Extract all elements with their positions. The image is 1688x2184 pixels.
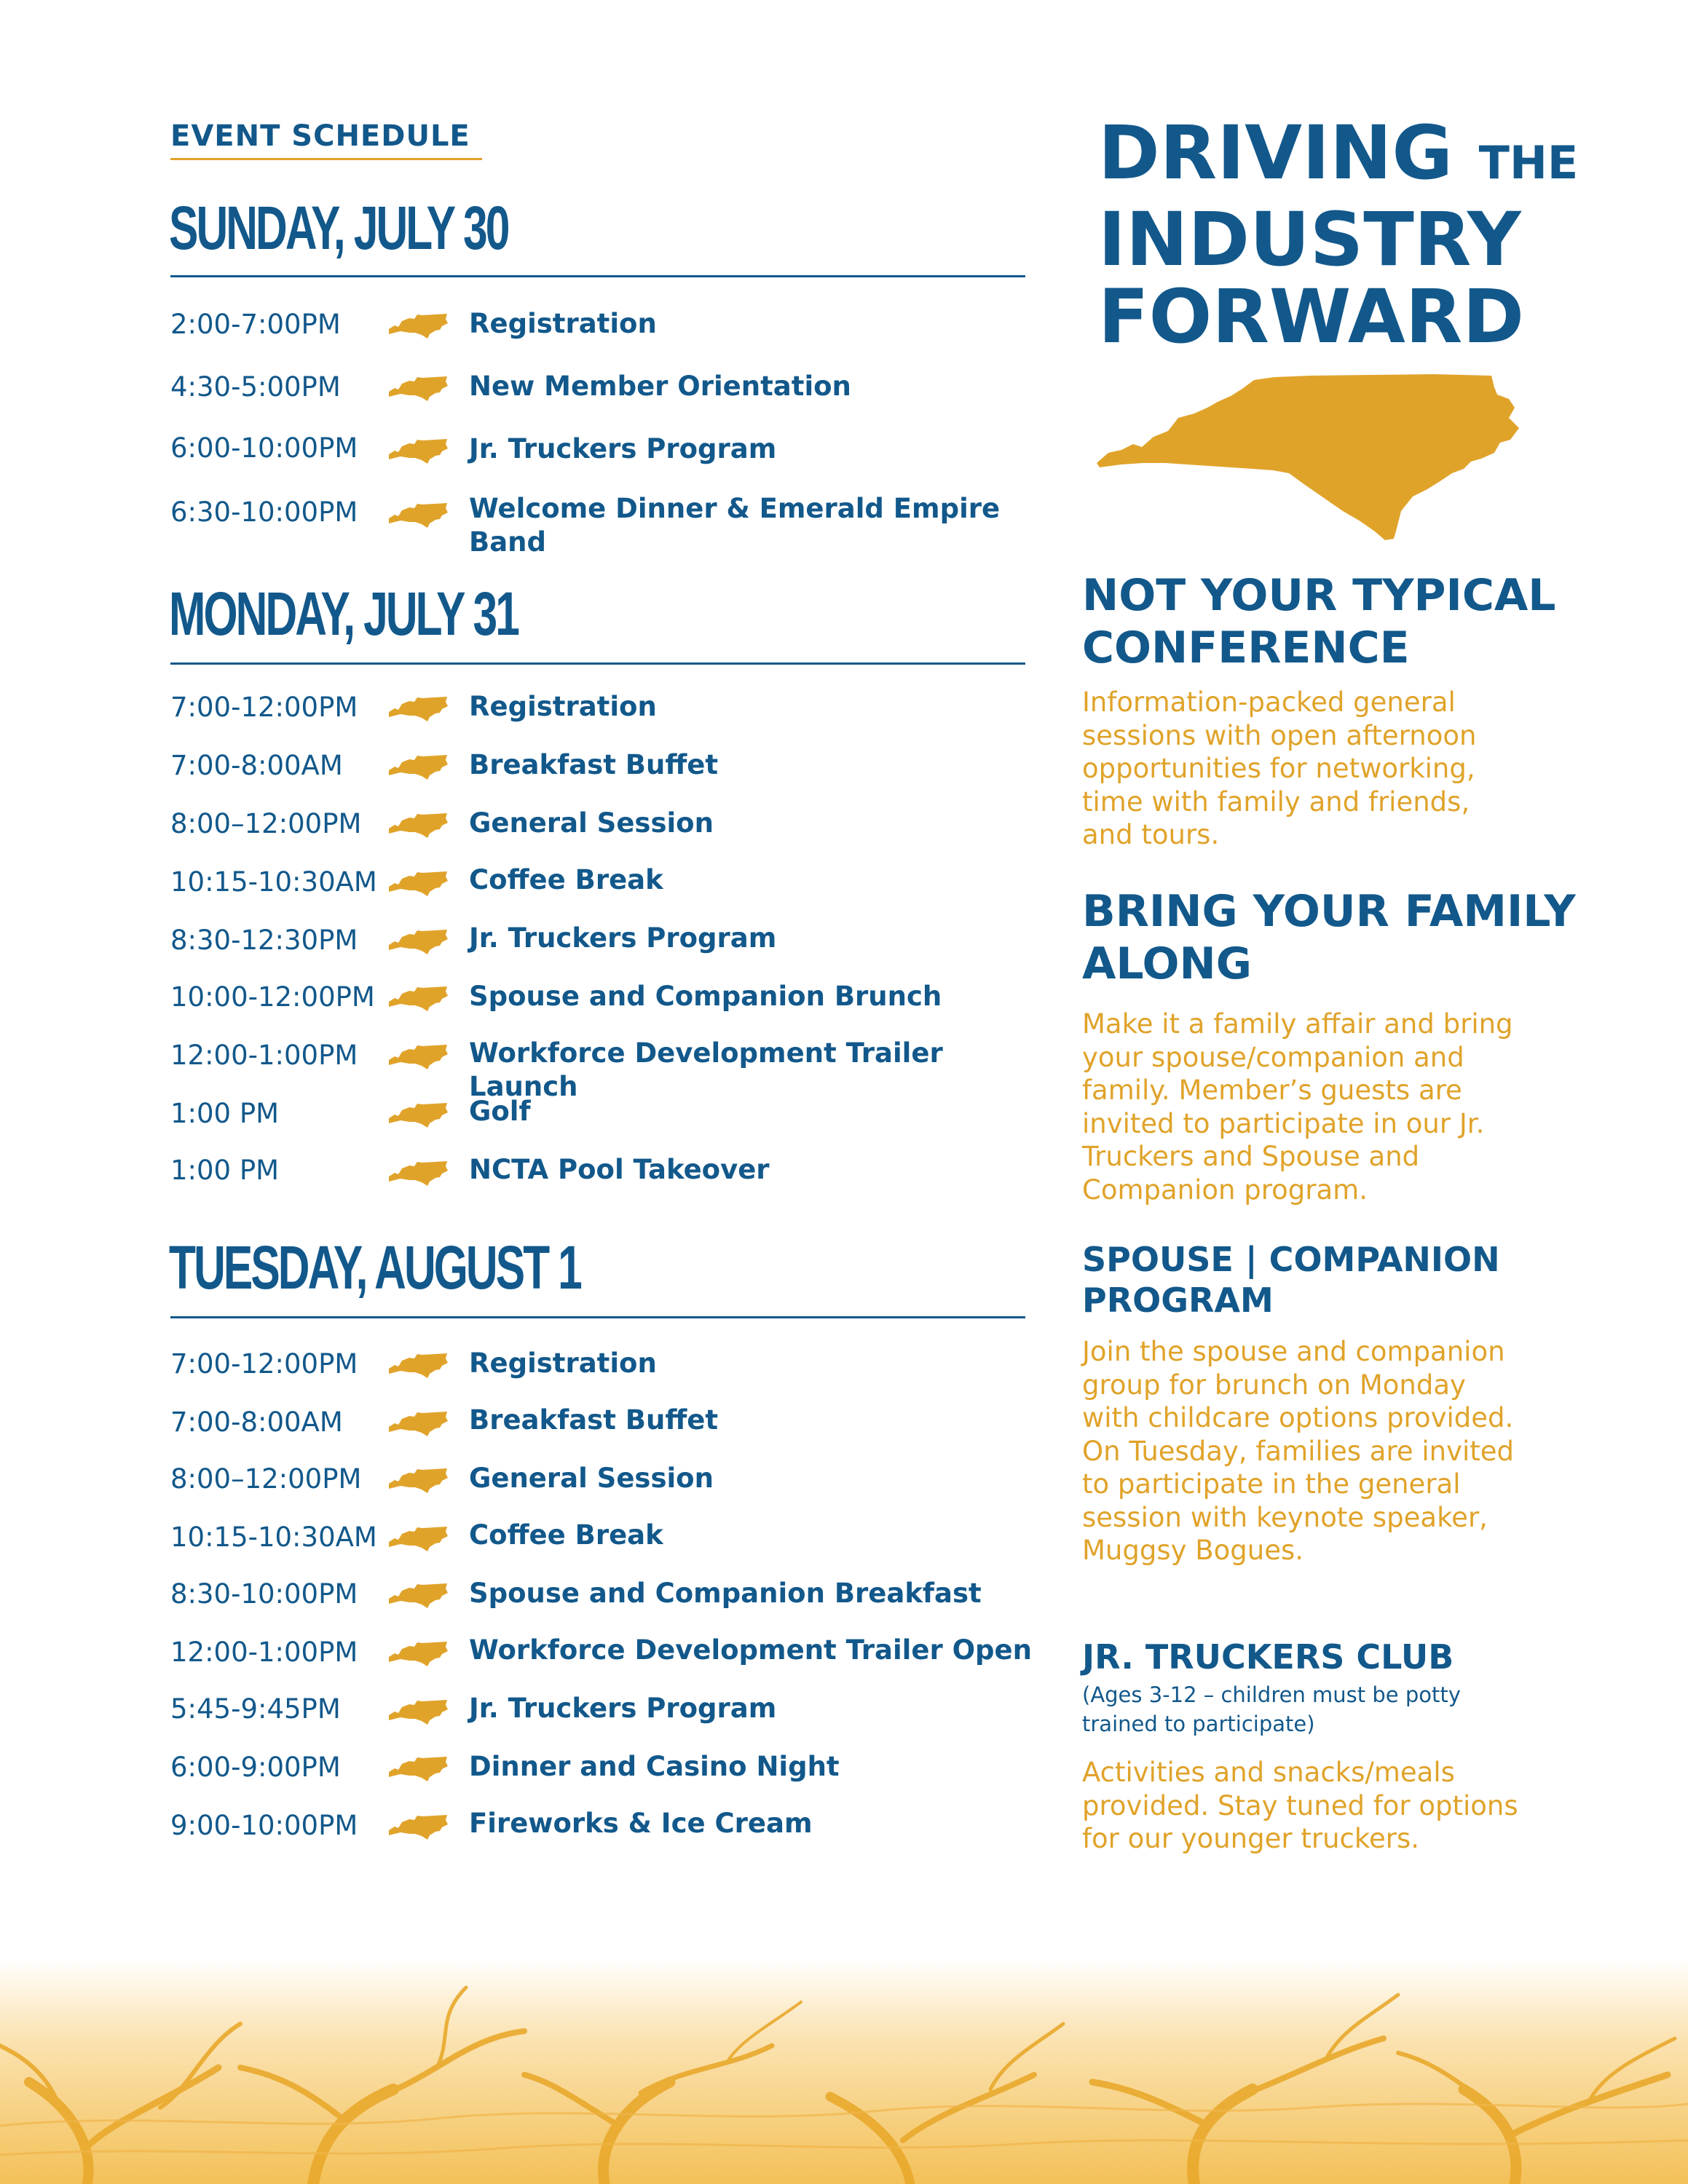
nc-state-icon xyxy=(387,1408,449,1437)
event-name: Breakfast Buffet xyxy=(469,749,719,780)
event-time: 7:00-8:00AM xyxy=(170,750,343,781)
event-name: Coffee Break xyxy=(469,864,663,895)
event-name: Golf xyxy=(469,1096,531,1127)
family-body: Make it a family affair and bring your spouse/companion and family. Member’s guests are invited to participate in our Jr. Truckers and Spouse and Companion program. xyxy=(1082,1008,1513,1206)
schedule-heading-underline xyxy=(170,158,482,160)
event-time: 7:00-8:00AM xyxy=(170,1406,343,1438)
hero-line-1: DRIVING xyxy=(1098,110,1454,197)
event-name: Fireworks & Ice Cream xyxy=(469,1808,813,1839)
event-time: 5:45-9:45PM xyxy=(170,1693,341,1725)
hero-title xyxy=(1098,110,1666,360)
nc-state-icon xyxy=(387,1811,449,1840)
event-time: 10:15-10:30AM xyxy=(170,1522,377,1553)
event-time: 4:30-5:00PM xyxy=(170,371,341,403)
event-time: 2:00-7:00PM xyxy=(170,309,341,340)
hero-line-2: INDUSTRY xyxy=(1098,197,1521,283)
event-name: Dinner and Casino Night xyxy=(469,1751,840,1782)
jr-truckers-body: Activities and snacks/meals provided. Stay tuned for options for our younger truckers. xyxy=(1082,1757,1518,1854)
event-time: 6:30-10:00PM xyxy=(170,496,358,528)
nc-state-icon xyxy=(387,693,449,722)
oak-trees-illustration xyxy=(0,1958,1688,2184)
event-time: 6:00-10:00PM xyxy=(170,432,358,464)
nc-state-icon xyxy=(387,1041,449,1070)
event-name: Jr. Truckers Program xyxy=(469,433,777,464)
hero-line-3: FORWARD xyxy=(1098,274,1525,360)
event-name: Registration xyxy=(469,308,657,339)
event-time: 6:00-9:00PM xyxy=(170,1752,341,1783)
nc-state-icon xyxy=(387,868,449,897)
nc-state-icon xyxy=(387,810,449,839)
event-time: 8:30-10:00PM xyxy=(170,1578,358,1610)
day-divider xyxy=(170,275,1025,277)
event-name: General Session xyxy=(469,1463,714,1494)
nc-state-icon xyxy=(387,435,449,464)
event-name: Welcome Dinner & Emerald Empire Band xyxy=(469,493,1001,558)
event-name: Jr. Truckers Program xyxy=(469,922,777,954)
nc-state-icon xyxy=(387,310,449,339)
hero-line-1-small: THE xyxy=(1478,136,1579,189)
not-typical-body: Information-packed general sessions with open afternoon opportunities for networking, time with family and friends, and tours. xyxy=(1082,687,1477,850)
nc-state-icon xyxy=(387,926,449,955)
event-time: 10:00-12:00PM xyxy=(170,981,375,1013)
event-name: Spouse and Companion Breakfast xyxy=(469,1578,982,1609)
day-divider xyxy=(170,1316,1025,1318)
event-time: 8:30-12:30PM xyxy=(170,925,358,956)
day-title-monday: MONDAY, JULY 31 xyxy=(169,579,518,648)
nc-state-icon xyxy=(387,1523,449,1552)
nc-state-icon xyxy=(387,1158,449,1187)
schedule-heading: EVENT SCHEDULE xyxy=(170,119,470,153)
nc-state-icon xyxy=(387,373,449,402)
event-time: 1:00 PM xyxy=(170,1098,280,1129)
event-time: 8:00–12:00PM xyxy=(170,1463,362,1495)
not-typical-title: NOT YOUR TYPICAL CONFERENCE xyxy=(1082,570,1556,673)
family-title: BRING YOUR FAMILY ALONG xyxy=(1082,886,1576,989)
event-time: 12:00-1:00PM xyxy=(170,1637,358,1668)
nc-state-icon xyxy=(387,1638,449,1667)
event-name: Jr. Truckers Program xyxy=(469,1693,777,1724)
event-name: New Member Orientation xyxy=(469,371,851,402)
nc-state-icon xyxy=(387,1753,449,1782)
day-title-tuesday: TUESDAY, AUGUST 1 xyxy=(169,1233,580,1302)
event-name: Workforce Development Trailer Launch xyxy=(469,1037,943,1102)
event-time: 9:00-10:00PM xyxy=(170,1810,358,1841)
spouse-title: SPOUSE | COMPANION PROGRAM xyxy=(1082,1240,1500,1320)
event-time: 12:00-1:00PM xyxy=(170,1040,358,1071)
nc-state-icon xyxy=(387,1099,449,1128)
nc-state-icon xyxy=(387,983,449,1012)
event-time: 8:00–12:00PM xyxy=(170,808,362,839)
day-divider xyxy=(170,662,1025,665)
nc-state-icon xyxy=(387,1350,449,1379)
event-name: Breakfast Buffet xyxy=(469,1404,719,1436)
spouse-body: Join the spouse and companion group for brunch on Monday with childcare options provided. On Tuesday, families are invited to participate in the general session with keynote speaker, Muggsy Bogues. xyxy=(1082,1336,1515,1566)
nc-state-icon xyxy=(387,1580,449,1609)
event-name: Registration xyxy=(469,691,657,722)
nc-state-icon xyxy=(387,499,449,529)
event-name: General Session xyxy=(469,807,714,839)
event-time: 7:00-12:00PM xyxy=(170,692,358,723)
day-title-sunday: SUNDAY, JULY 30 xyxy=(169,194,508,262)
event-name: Registration xyxy=(469,1348,657,1379)
jr-truckers-note: (Ages 3-12 – children must be potty trained to participate) xyxy=(1082,1682,1461,1736)
event-name: Workforce Development Trailer Open xyxy=(469,1634,1032,1666)
event-time: 7:00-12:00PM xyxy=(170,1348,358,1380)
jr-truckers-title: JR. TRUCKERS CLUB xyxy=(1082,1637,1454,1677)
event-time: 10:15-10:30AM xyxy=(170,866,377,898)
event-name: Coffee Break xyxy=(469,1519,663,1551)
nc-state-icon xyxy=(387,1465,449,1494)
nc-state-icon xyxy=(387,751,449,780)
event-name: NCTA Pool Takeover xyxy=(469,1154,770,1185)
nc-state-icon xyxy=(387,1696,449,1725)
north-carolina-map-icon xyxy=(1092,373,1523,542)
event-name: Spouse and Companion Brunch xyxy=(469,981,942,1012)
event-time: 1:00 PM xyxy=(170,1155,280,1186)
